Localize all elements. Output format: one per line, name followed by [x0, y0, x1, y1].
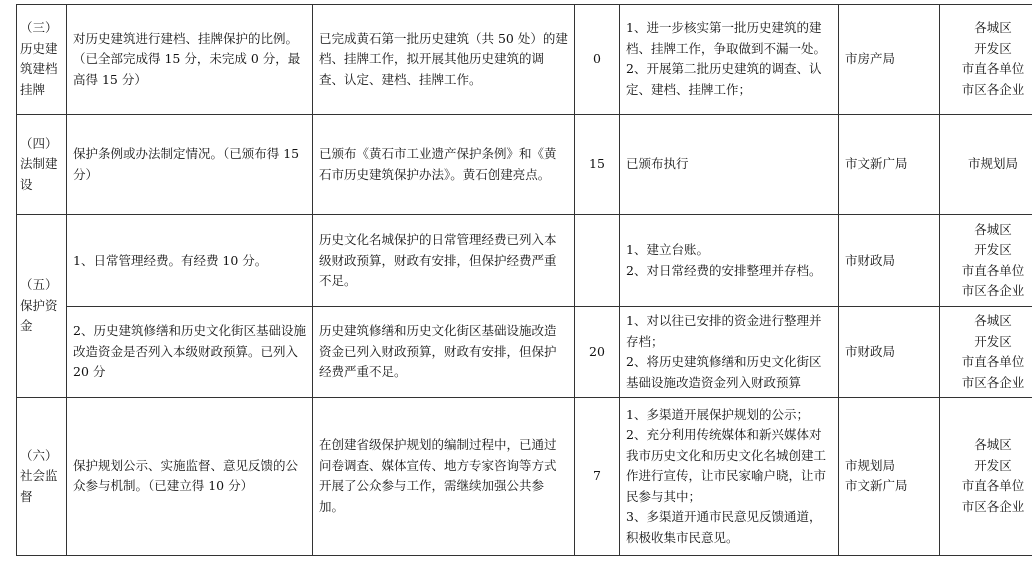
criteria-cell: 保护条例或办法制定情况。（已颁布得 15 分） [67, 114, 313, 214]
measure-line: 3、多渠道开通市民意见反馈通道，积极收集市民意见。 [626, 509, 822, 545]
criteria-cell: 2、历史建筑修缮和历史文化街区基础设施改造资金是否列入本级财政预算。已列入 20 分 [67, 307, 313, 398]
coop-dept: 市规划局 [967, 156, 1018, 172]
score-cell: 0 [575, 5, 620, 115]
table-row [17, 397, 1032, 555]
lead-dept-cell [839, 114, 940, 214]
coop-dept: 开发区 [974, 457, 1012, 473]
status-cell: 在创建省级保护规划的编制过程中，已通过问卷调查、媒体宣传、地方专家咨询等方式开展了公众参与工作，需继续加强公共参加。 [313, 397, 575, 555]
coop-dept: 市直各单位 [961, 262, 1025, 278]
criteria-cell: 对历史建筑进行建档、挂牌保护的比例。（已全部完成得 15 分，未完成 0 分，最高得 15 分） [67, 5, 313, 115]
measures-cell [620, 114, 839, 214]
table-row [17, 307, 1032, 398]
coop-dept: 市区各企业 [961, 283, 1025, 299]
lead-dept: 市规划局 [845, 457, 896, 473]
lead-dept: 市财政局 [845, 252, 896, 268]
lead-dept-cell [839, 5, 940, 115]
measures-cell [620, 397, 839, 555]
measure-line: 1、对以往已安排的资金进行整理并存档； [626, 313, 822, 349]
measures-cell [620, 215, 839, 307]
coop-dept: 开发区 [974, 40, 1012, 56]
measures-cell [620, 307, 839, 398]
coop-dept: 市区各企业 [961, 81, 1025, 97]
measure-line: 2、充分利用传统媒体和新兴媒体对我市历史文化和历史文化名城创建工作进行宣传，让市民家喻户晓，让市民参与其中； [626, 427, 827, 504]
category-cell: （六）社会监督 [17, 397, 67, 555]
coop-dept: 各城区 [974, 221, 1012, 237]
measures-cell [620, 5, 839, 115]
coop-dept: 市区各企业 [961, 498, 1025, 514]
table-row [17, 215, 1032, 307]
table-row [17, 114, 1032, 214]
status-cell: 已颁布《黄石市工业遗产保护条例》和《黄石市历史建筑保护办法》。黄石创建亮点。 [313, 114, 575, 214]
lead-dept-cell [839, 307, 940, 398]
category-cell: （三）历史建筑建档挂牌 [17, 5, 67, 115]
coop-dept-cell [940, 215, 1032, 307]
lead-dept: 市文新广局 [845, 156, 908, 172]
category-cell: （五）保护资金 [17, 215, 67, 398]
measure-line: 1、建立台账。 [626, 242, 709, 258]
lead-dept: 市文新广局 [845, 478, 908, 494]
lead-dept: 市房产局 [845, 51, 896, 67]
measure-line: 2、将历史建筑修缮和历史文化街区基础设施改造资金列入财政预算 [626, 354, 822, 390]
table-row [17, 5, 1032, 115]
measure-line: 2、对日常经费的安排整理并存档。 [626, 262, 822, 278]
lead-dept: 市财政局 [845, 343, 896, 359]
coop-dept: 各城区 [974, 437, 1012, 453]
coop-dept-cell [940, 397, 1032, 555]
coop-dept: 开发区 [974, 333, 1012, 349]
measure-line: 2、开展第二批历史建筑的调查、认定、建档、挂牌工作； [626, 61, 822, 97]
measure-line: 1、多渠道开展保护规划的公示； [626, 406, 809, 422]
measure-line: 1、进一步核实第一批历史建筑的建档、挂牌工作，争取做到不漏一处。 [626, 20, 827, 56]
assessment-table [16, 4, 1032, 556]
coop-dept-cell [940, 114, 1032, 214]
criteria-cell: 保护规划公示、实施监督、意见反馈的公众参与机制。（已建立得 10 分） [67, 397, 313, 555]
coop-dept: 各城区 [974, 313, 1012, 329]
score-cell: 20 [575, 307, 620, 398]
coop-dept: 各城区 [974, 20, 1012, 36]
score-cell: 15 [575, 114, 620, 214]
coop-dept-cell [940, 307, 1032, 398]
score-cell [575, 215, 620, 307]
measure-line: 已颁布执行 [626, 156, 689, 172]
coop-dept: 市直各单位 [961, 478, 1025, 494]
criteria-cell: 1、日常管理经费。有经费 10 分。 [67, 215, 313, 307]
coop-dept: 市区各企业 [961, 374, 1025, 390]
lead-dept-cell [839, 397, 940, 555]
coop-dept-cell [940, 5, 1032, 115]
coop-dept: 市直各单位 [961, 61, 1025, 77]
category-cell: （四）法制建设 [17, 114, 67, 214]
status-cell: 历史文化名城保护的日常管理经费已列入本级财政预算，财政有安排，但保护经费严重不足。 [313, 215, 575, 307]
coop-dept: 开发区 [974, 242, 1012, 258]
score-cell: 7 [575, 397, 620, 555]
lead-dept-cell [839, 215, 940, 307]
status-cell: 已完成黄石第一批历史建筑（共 50 处）的建档、挂牌工作，拟开展其他历史建筑的调查、认定、建档、挂牌工作。 [313, 5, 575, 115]
coop-dept: 市直各单位 [961, 354, 1025, 370]
status-cell: 历史建筑修缮和历史文化街区基础设施改造资金已列入财政预算，财政有安排，但保护经费严重不足。 [313, 307, 575, 398]
